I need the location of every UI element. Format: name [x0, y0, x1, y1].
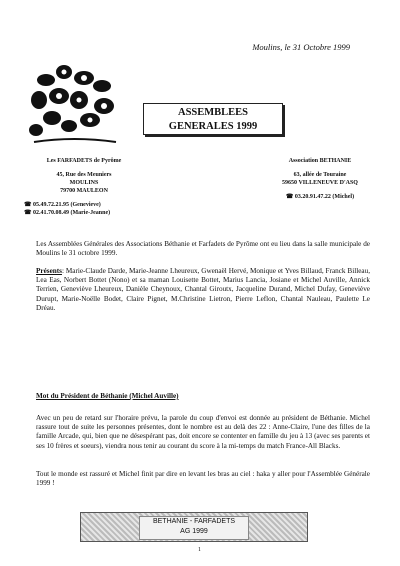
bethanie-street: 63, allée de Touraine: [293, 172, 347, 178]
closing-paragraph: Tout le monde est rassuré et Michel finit par dire en levant les bras au ciel : haka y aller pour l'Assemblée Générale 1999 !: [36, 470, 370, 488]
phone-icon: ☎: [285, 194, 295, 200]
bethanie-address-block: [260, 157, 380, 201]
farfadets-town: MOULINS: [69, 180, 99, 186]
present-label: Présents: [36, 267, 62, 275]
president-paragraph: Avec un peu de retard sur l'horaire prévu, la parole du coup d'envoi est donnée au président de Béthanie. Michel rassure tout de suite les personnes présentes, dont le nombre est au delà des 22 : Anne-Claire, l'une des filles de la famille Arcade, qui, bien que ne désespérant pas, doit encore se contenter en famille du jeu à 13 (avec ses parents et ses 10 frères et soeurs), viendra nous tenir au courant du score à la mi-temps du match France-All Blacks.: [36, 414, 370, 450]
title-line-1: ASSEMBLEES: [177, 107, 249, 118]
flower-logo: [24, 60, 124, 146]
farfadets-postal: 79700 MAULEON: [60, 188, 108, 194]
title-line-2: GENERALES 1999: [168, 121, 258, 132]
farfadets-street: 45, Rue des Meuniers: [56, 172, 112, 178]
farfadets-name: Les FARFADETS de Pyrôme: [46, 158, 122, 164]
farfadets-phone-1: ☎ 05.49.72.21.95 (Genevieve): [24, 202, 101, 208]
letter-date: Moulins, le 31 Octobre 1999: [252, 42, 350, 52]
president-heading: Mot du Président de Béthanie (Michel Auville): [36, 392, 179, 400]
page-number: 1: [198, 547, 201, 553]
bethanie-phone: ☎ 03.20.91.47.22 (Michel): [285, 194, 355, 200]
banner-line-2: AG 1999: [180, 528, 208, 535]
phone-icon: ☎: [24, 202, 33, 208]
intro-paragraph: Les Assemblées Générales des Associations Béthanie et Farfadets de Pyrôme ont eu lieu dans la salle municipale de Moulins le 31 octobre 1999.: [36, 240, 370, 258]
bethanie-name: Association BETHANIE: [288, 158, 352, 164]
bethanie-postal: 59650 VILLENEUVE D'ASQ: [282, 180, 358, 186]
present-list: : Marie-Claude Darde, Marie-Jeanne Lheureux, Gwenaël Hervé, Monique et Yves Billaud, Franck Billeau, Lea Eas, Norbert Bottet (Nono) et sa maman Louisette Bottet, Marius Lancia, Josiane et Michel Auville, Annick Terrien, Geneviève Lheureux, Danièle Cheynoux, Chantal Giroutx, Jacqueline Durand, Michel Dufay, Geneviève Durupt, Marie-Noëlle Bodet, Claire Pignet, M.Christine Lietron, Pierre Leflon, Chantal Nauleau, Paulette Le Dréau.: [36, 267, 370, 312]
attendees-paragraph: [36, 267, 370, 313]
banner-label: [139, 516, 249, 540]
farfadets-address-block: [24, 157, 144, 217]
phone-icon: ☎: [24, 210, 33, 216]
farfadets-phone-2: ☎ 02.41.70.08.49 (Marie-Jeanne): [24, 210, 111, 216]
ag-1999-banner: [80, 512, 308, 542]
assemblies-title-box: [143, 103, 283, 135]
banner-line-1: BETHANIE - FARFADETS: [152, 518, 236, 525]
